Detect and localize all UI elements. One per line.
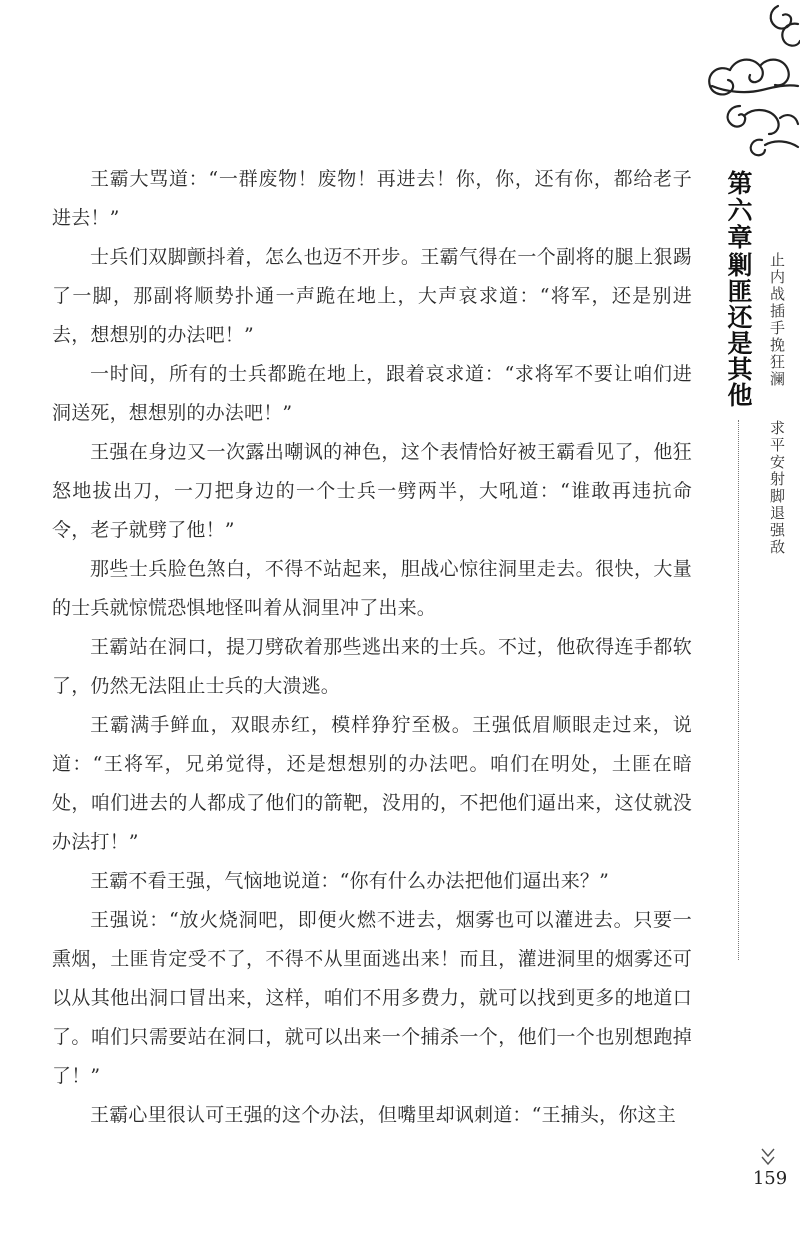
paragraph: 那些士兵脸色煞白，不得不站起来，胆战心惊往洞里走去。很快，大量的士兵就惊慌恐惧地怪叫着从洞里冲了出来。 [52,558,692,619]
margin-divider [738,420,739,960]
paragraph: 王霸大骂道：“一群废物！废物！再进去！你，你，还有你，都给老子进去！” [52,168,692,229]
chapter-number: 第六章 [724,170,753,251]
paragraph: 王霸心里很认可王强的这个办法，但嘴里却讽刺道：“王捕头，你这主 [90,1104,676,1126]
chapter-title: 剿匪还是其他 [724,252,753,408]
paragraph: 王强在身边又一次露出嘲讽的神色，这个表情恰好被王霸看见了，他狂怒地拔出刀，一刀把身边的一个士兵一劈两半，大吼道：“谁敢再违抗命令，老子就劈了他！” [52,441,692,541]
paragraph: 士兵们双脚颤抖着，怎么也迈不开步。王霸气得在一个副将的腿上狠踢了一脚，那副将顺势扑通一声跪在地上，大声哀求道：“将军，还是别进去，想想别的办法吧！” [52,246,692,346]
page-number: 159 [752,1168,788,1189]
paragraph: 王霸满手鲜血，双眼赤红，模样狰狞至极。王强低眉顺眼走过来，说道：“王将军，兄弟觉得，还是想想别的办法吧。咱们在明处，土匪在暗处，咱们进去的人都成了他们的箭靶，没用的，不把他们逼出来，这仗就没办法打！” [52,714,692,853]
paragraph: 王霸站在洞口，提刀劈砍着那些逃出来的士兵。不过，他砍得连手都软了，仍然无法阻止士兵的大溃逃。 [52,636,692,697]
chapter-subtitle-2: 求平安射脚退强敌 [768,420,786,556]
cloud-ornament-icon [700,0,800,165]
chapter-subtitle-1: 止内战插手挽狂澜 [768,252,786,388]
paragraph: 一时间，所有的士兵都跪在地上，跟着哀求道：“求将军不要让咱们进洞送死，想想别的办法吧！” [52,363,692,424]
paragraph: 王霸不看王强，气恼地说道：“你有什么办法把他们逼出来？” [90,870,610,892]
paragraph: 王强说：“放火烧洞吧，即便火燃不进去，烟雾也可以灌进去。只要一熏烟，土匪肯定受不了，不得不从里面逃出来！而且，灌进洞里的烟雾还可以从其他出洞口冒出来，这样，咱们不用多费力，就可以找到更多的地道口了。咱们只需要站在洞口，就可以出来一个捕杀一个，他们一个也别想跑掉了！” [52,909,692,1087]
body-text [52,160,692,1135]
